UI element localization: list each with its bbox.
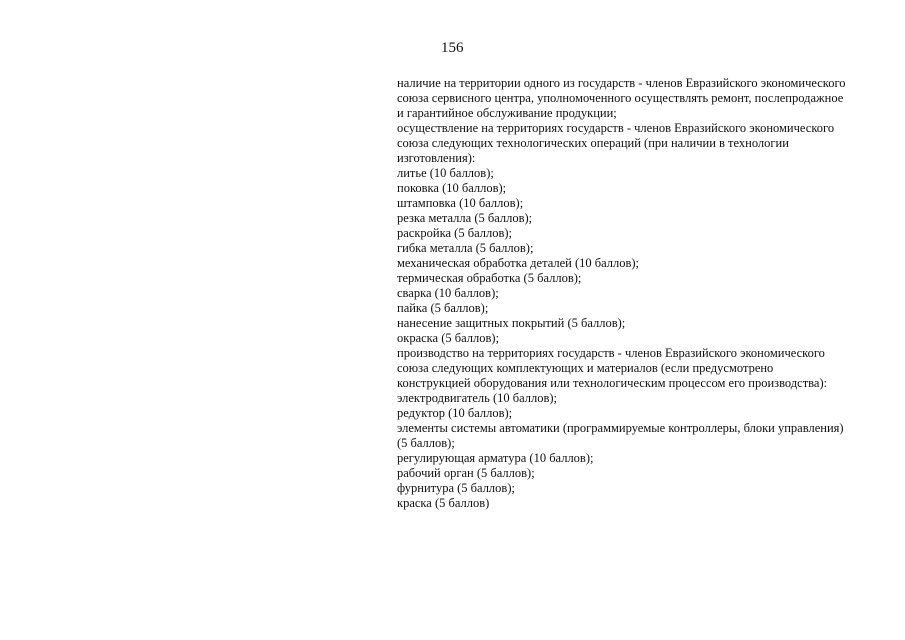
- list-item: раскройка (5 баллов);: [397, 226, 512, 240]
- list-item: элементы системы автоматики (программируемые контроллеры, блоки управления): [397, 421, 844, 435]
- list-item: краска (5 баллов): [397, 496, 490, 510]
- list-item: фурнитура (5 баллов);: [397, 481, 515, 495]
- list-item: нанесение защитных покрытий (5 баллов);: [397, 316, 626, 330]
- list-item: поковка (10 баллов);: [397, 181, 507, 195]
- list-item: штамповка (10 баллов);: [397, 196, 524, 210]
- text-line: изготовления):: [397, 151, 476, 165]
- list-item: регулирующая арматура (10 баллов);: [397, 451, 594, 465]
- text-line: наличие на территории одного из государств - членов Евразийского экономического: [397, 76, 846, 90]
- list-item: резка металла (5 баллов);: [397, 211, 533, 225]
- text-line: конструкцией оборудования или технологическим процессом его производства):: [397, 376, 828, 390]
- text-line: союза сервисного центра, уполномоченного осуществлять ремонт, послепродажное: [397, 91, 844, 105]
- text-line: союза следующих технологических операций (при наличии в технологии: [397, 136, 789, 150]
- list-item: гибка металла (5 баллов);: [397, 241, 534, 255]
- text-line: осуществление на территориях государств - членов Евразийского экономического: [397, 121, 835, 135]
- text-line: союза следующих комплектующих и материалов (если предусмотрено: [397, 361, 774, 375]
- list-item: сварка (10 баллов);: [397, 286, 499, 300]
- list-item: термическая обработка (5 баллов);: [397, 271, 582, 285]
- list-item: (5 баллов);: [397, 436, 455, 450]
- text-line: и гарантийное обслуживание продукции;: [397, 106, 617, 120]
- list-item: механическая обработка деталей (10 баллов);: [397, 256, 640, 270]
- text-line: производство на территориях государств - членов Евразийского экономического: [397, 346, 825, 360]
- body-text: [397, 76, 897, 511]
- list-item: пайка (5 баллов);: [397, 301, 489, 315]
- page-number: 156: [441, 40, 464, 56]
- list-item: рабочий орган (5 баллов);: [397, 466, 535, 480]
- list-item: редуктор (10 баллов);: [397, 406, 513, 420]
- list-item: окраска (5 баллов);: [397, 331, 500, 345]
- list-item: литье (10 баллов);: [397, 166, 494, 180]
- list-item: электродвигатель (10 баллов);: [397, 391, 558, 405]
